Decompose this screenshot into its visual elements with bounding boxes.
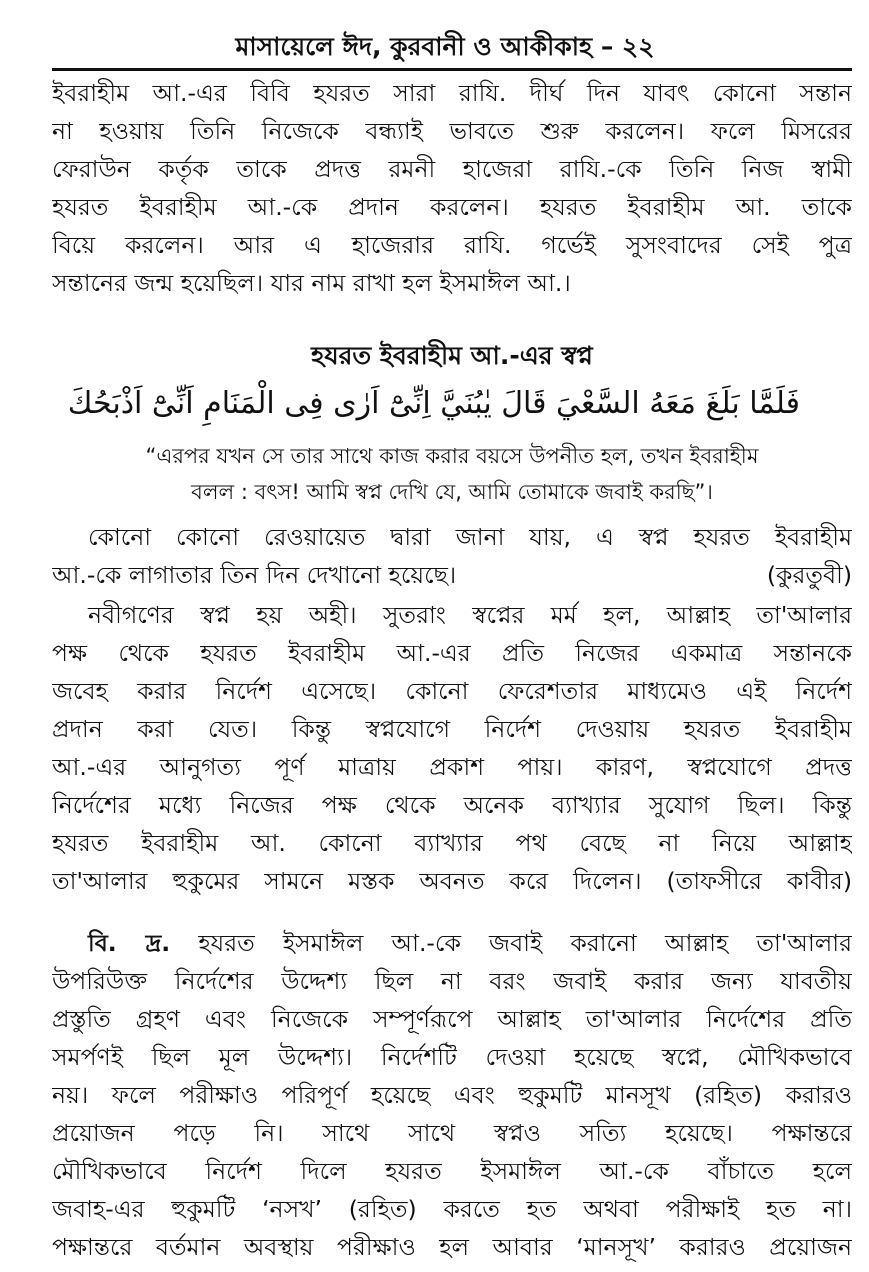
text-line-with-source — [52, 556, 852, 594]
text-line: ফেরাউন কর্তৃক তাকে প্রদত্ত রমনী হাজেরা রাযি.-কে তিনি নিজ স্বামী — [52, 155, 852, 183]
section-heading: হযরত ইবরাহীম আ.-এর স্বপ্ন — [311, 341, 593, 370]
text-line: প্রয়োজন পড়ে নি। সাথে সাথে স্বপ্নও সত্যি হয়েছে। পক্ষান্তরে — [52, 1119, 852, 1147]
running-header: মাসায়েলে ঈদ, কুরবানী ও আকীকাহ – ২২ — [235, 32, 655, 61]
text-line: প্রস্তুতি গ্রহণ এবং নিজেকে সম্পূর্ণরূপে আল্লাহ তা'আলার নির্দেশের প্রতি — [52, 1005, 852, 1033]
arabic-verse: فَلَمَّا بَلَغَ مَعَهُ السَّعْيَ قَالَ يٰبُنَيَّ اِنِّىْٓ اَرٰى فِى الْمَنَامِ اَنِّىْٓ اَذْبَحُكَ — [67, 386, 800, 421]
text-line: নয়। ফলে পরীক্ষাও পরিপূর্ণ হয়েছে এবং হুকুমটি মানসূখ (রহিত) করারও — [52, 1081, 852, 1109]
text-line: হযরত ইবরাহীম আ.-কে প্রদান করলেন। হযরত ইবরাহীম আ. তাকে — [52, 193, 852, 221]
text-line: জবেহ করার নির্দেশ এসেছে। কোনো ফেরেশতার মাধ্যমেও এই নির্দেশ — [52, 677, 852, 705]
text-line: আ.-কে লাগাতার তিন দিন দেখানো হয়েছে। — [52, 561, 457, 589]
text-line: না হওয়ায় তিনি নিজেকে বন্ধ্যাই ভাবতে শুরু করলেন। ফলে মিসরের — [52, 117, 852, 145]
verse-translation — [52, 438, 852, 510]
text-line: বিয়ে করলেন। আর এ হাজেরার রাযি. গর্ভেই সুসংবাদের সেই পুত্র — [52, 231, 852, 259]
note-label: বি. দ্র. — [88, 929, 171, 957]
text-line: তা'আলার হুকুমের সামনে মস্তক অবনত করে দিলেন। (তাফসীরে কাবীর) — [52, 867, 852, 895]
text-line: সমর্পণই ছিল মূল উদ্দেশ্য। নির্দেশটি দেওয়া হয়েছে স্বপ্নে, মৌখিকভাবে — [52, 1043, 852, 1071]
text-line: নির্দেশের মধ্যে নিজের পক্ষ থেকে অনেক ব্যাখ্যার সুযোগ ছিল। কিন্তু — [52, 791, 852, 819]
text-line — [52, 924, 852, 962]
text-line: কোনো কোনো রেওয়ায়েত দ্বারা জানা যায়, এ স্বপ্ন হযরত ইবরাহীম — [88, 523, 852, 551]
header-rule — [52, 68, 852, 71]
text-line: নবীগণের স্বপ্ন হয় অহী। সুতরাং স্বপ্নের মর্ম হল, আল্লাহ তা'আলার — [88, 601, 852, 629]
text-line: প্রদান করা যেত। কিন্তু স্বপ্নযোগে নির্দেশ দেওয়ায় হযরত ইবরাহীম — [52, 715, 852, 743]
text-line: জবাহ-এর হুকুমটি ‘নসখ’ (রহিত) করতে হত অথবা পরীক্ষাই হত না। — [52, 1195, 852, 1223]
text-line: পক্ষান্তরে বর্তমান অবস্থায় পরীক্ষাও হল আবার ‘মানসূখ’ করারও প্রয়োজন — [52, 1233, 852, 1261]
text-line: হযরত ইবরাহীম আ. কোনো ব্যাখ্যার পথ বেছে না নিয়ে আল্লাহ — [52, 829, 852, 857]
text-line: আ.-এর আনুগত্য পূর্ণ মাত্রায় প্রকাশ পায়। কারণ, স্বপ্নযোগে প্রদত্ত — [52, 753, 852, 781]
text-line: ইবরাহীম আ.-এর বিবি হযরত সারা রাযি. দীর্ঘ দিন যাবৎ কোনো সন্তান — [52, 79, 852, 107]
source-citation: (কুরতুবী) — [766, 561, 852, 589]
intro-paragraph — [52, 74, 852, 302]
text-line: মৌখিকভাবে নির্দেশ দিলে হযরত ইসমাঈল আ.-কে বাঁচাতে হলে — [52, 1157, 852, 1185]
translation-line: “এরপর যখন সে তার সাথে কাজ করার বয়সে উপনীত হল, তখন ইবরাহীম — [145, 444, 759, 468]
text-line: উপরিউক্ত নির্দেশের উদ্দেশ্য ছিল না বরং জবাই করার জন্য যাবতীয় — [52, 967, 852, 995]
text-line: সন্তানের জন্ম হয়েছিল। যার নাম রাখা হল ইসমাঈল আ.। — [52, 269, 571, 297]
translation-line: বলল : বৎস! আমি স্বপ্ন দেখি যে, আমি তোমাকে জবাই করছি”। — [191, 480, 713, 504]
paragraph-3 — [52, 924, 852, 1266]
text-line-rest: হযরত ইসমাঈল আ.-কে জবাই করানো আল্লাহ তা'আলার — [198, 929, 852, 957]
paragraph-1 — [52, 518, 852, 594]
text-line: পক্ষ থেকে হযরত ইবরাহীম আ.-এর প্রতি নিজের একমাত্র সন্তানকে — [52, 639, 852, 667]
paragraph-2 — [52, 596, 852, 900]
